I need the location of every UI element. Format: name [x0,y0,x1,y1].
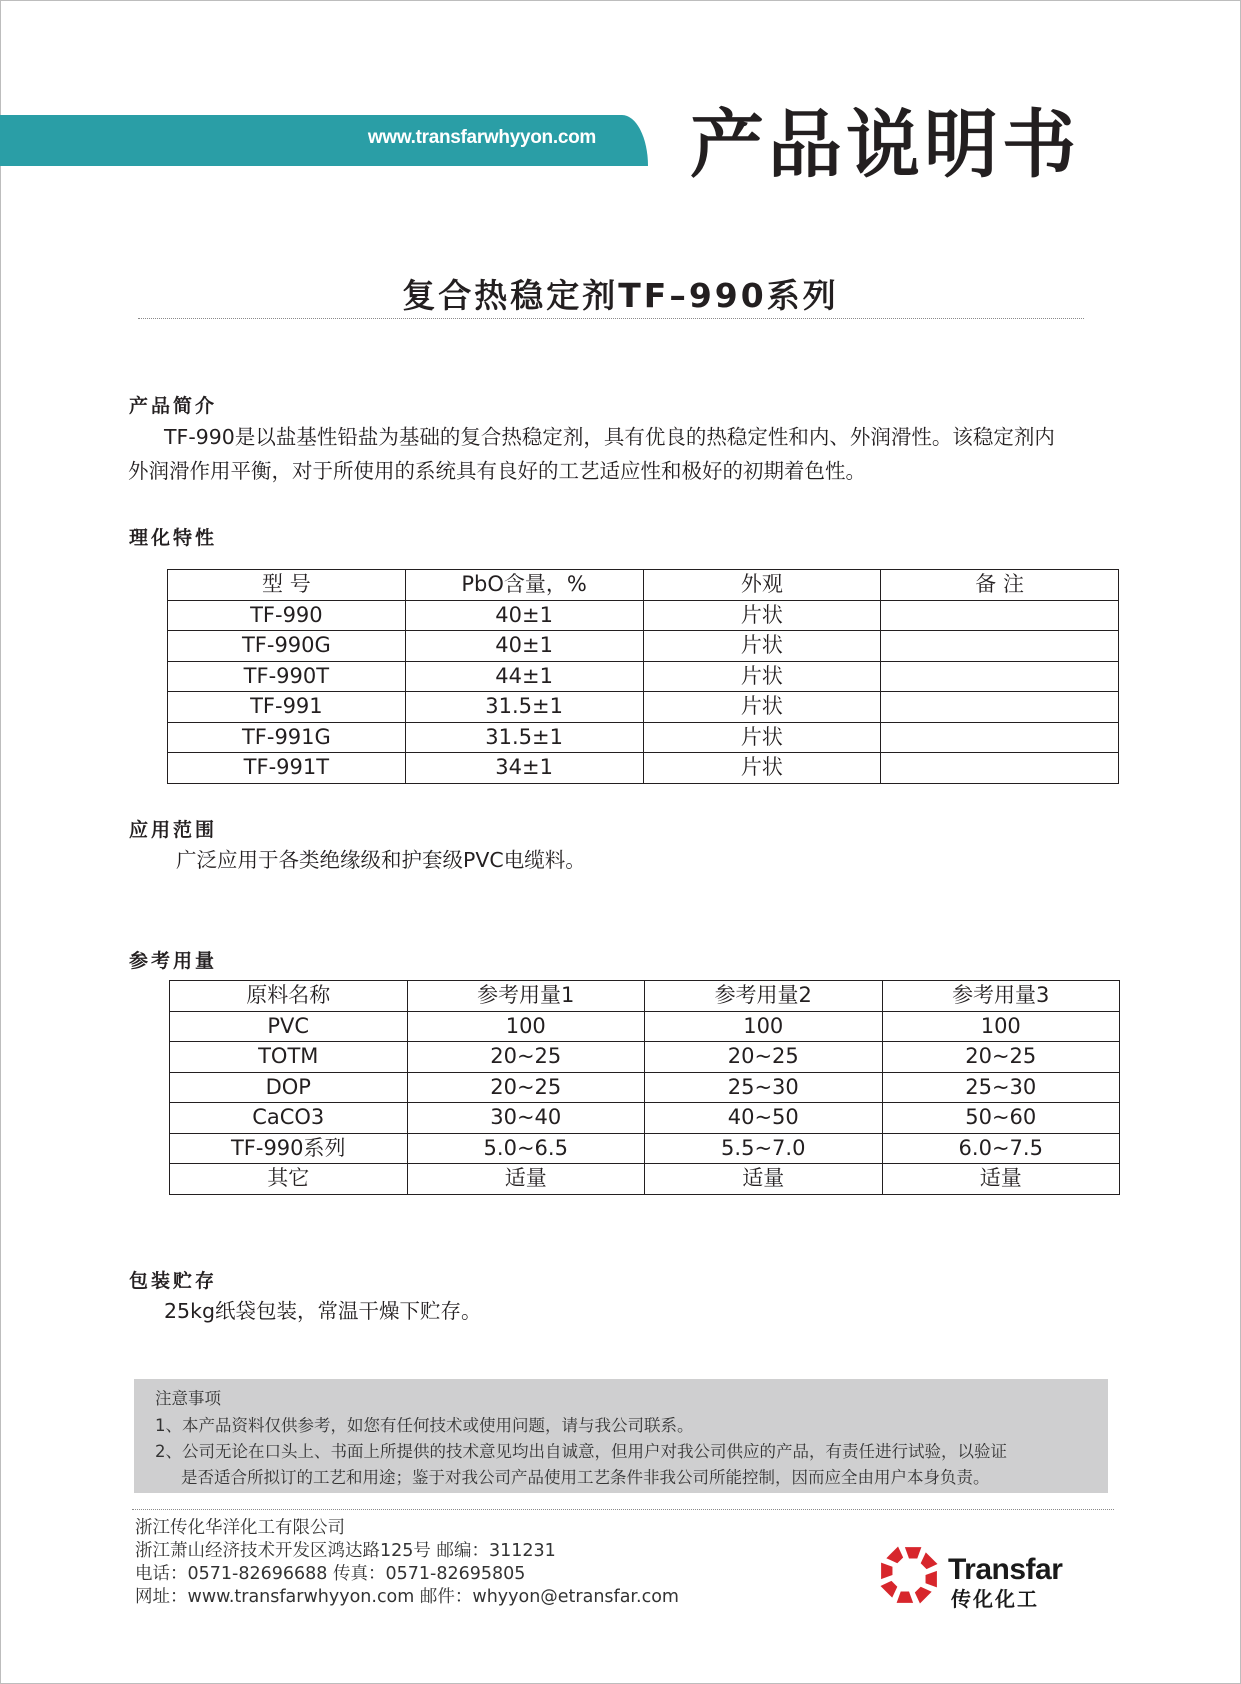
table-row [168,661,1119,692]
document-title: 复合热稳定剂TF–990系列 [402,276,839,315]
intro-heading: 产品简介 [129,395,218,417]
table-cell: 100 [407,1011,645,1042]
table-cell: 5.5~7.0 [645,1133,883,1164]
application-text: 广泛应用于各类绝缘级和护套级PVC电缆料。 [176,848,586,872]
page-title: 产品说明书 [690,102,1080,188]
table-cell: TF-991 [168,692,406,723]
table-cell [881,661,1119,692]
dosage-heading: 参考用量 [129,950,218,972]
company-phone: 电话：0571-82696688 传真：0571-82695805 [135,1564,526,1584]
table-cell: 100 [645,1011,883,1042]
table-header-row [170,981,1120,1012]
column-header: 参考用量2 [645,981,883,1012]
logo-wordmark: Transfar [948,1553,1063,1586]
table-cell: 31.5±1 [405,722,643,753]
notice-item-1: 1、本产品资料仅供参考，如您有任何技术或使用问题，请与我公司联系。 [155,1416,694,1435]
column-header: 型 号 [168,570,406,601]
table-row [168,753,1119,784]
table-cell: 20~25 [645,1042,883,1073]
notice-heading: 注意事项 [155,1389,221,1408]
table-cell: 20~25 [407,1042,645,1073]
table-cell: 片状 [643,753,881,784]
column-header: 备 注 [881,570,1119,601]
table-row [168,722,1119,753]
table-row [170,1072,1120,1103]
table-cell [881,753,1119,784]
table-cell: 30~40 [407,1103,645,1134]
table-cell: CaCO3 [170,1103,408,1134]
table-cell: 25~30 [882,1072,1120,1103]
table-row [170,1133,1120,1164]
intro-line-1: TF-990是以盐基性铅盐为基础的复合热稳定剂，具有优良的热稳定性和内、外润滑性。该稳定剂内 [164,425,1055,449]
table-cell: 44±1 [405,661,643,692]
notice-item-2: 2、公司无论在口头上、书面上所提供的技术意见均出自诚意，但用户对我公司供应的产品，有责任进行试验，以验证 [155,1442,1007,1461]
table-cell: 20~25 [407,1072,645,1103]
properties-table [167,569,1119,784]
table-cell: 其它 [170,1164,408,1195]
table-cell: 40±1 [405,631,643,662]
table-cell: TF-991G [168,722,406,753]
table-cell [881,722,1119,753]
notice-box [134,1379,1108,1493]
properties-heading: 理化特性 [129,527,218,549]
table-cell: TF-990 [168,600,406,631]
table-cell: TOTM [170,1042,408,1073]
table-cell [881,600,1119,631]
table-row [170,1103,1120,1134]
table-cell: 34±1 [405,753,643,784]
column-header: PbO含量，% [405,570,643,601]
table-cell: TF-991T [168,753,406,784]
table-cell: DOP [170,1072,408,1103]
table-cell: 5.0~6.5 [407,1133,645,1164]
table-cell: 6.0~7.5 [882,1133,1120,1164]
column-header: 外观 [643,570,881,601]
table-header-row [168,570,1119,601]
column-header: 原料名称 [170,981,408,1012]
footer-divider [132,1509,1114,1510]
company-web: 网址：www.transfarwhyyon.com 邮件：whyyon@etransfar.com [135,1587,679,1607]
column-header: 参考用量1 [407,981,645,1012]
packaging-heading: 包装贮存 [129,1270,218,1292]
table-cell: 适量 [407,1164,645,1195]
logo-chinese-name: 传化化工 [951,1587,1039,1611]
notice-item-2-continued: 是否适合所拟订的工艺和用途；鉴于对我公司产品使用工艺条件非我公司所能控制，因而应全由用户本身负责。 [181,1468,990,1487]
table-cell: 适量 [882,1164,1120,1195]
table-cell: PVC [170,1011,408,1042]
table-cell: 40±1 [405,600,643,631]
table-cell [881,692,1119,723]
table-cell: 片状 [643,661,881,692]
table-cell: 20~25 [882,1042,1120,1073]
company-address: 浙江萧山经济技术开发区鸿达路125号 邮编：311231 [135,1541,556,1561]
intro-line-2: 外润滑作用平衡，对于所使用的系统具有良好的工艺适应性和极好的初期着色性。 [128,459,866,483]
table-cell: 31.5±1 [405,692,643,723]
column-header: 参考用量3 [882,981,1120,1012]
table-row [168,600,1119,631]
table-cell: TF-990T [168,661,406,692]
website-url[interactable]: www.transfarwhyyon.com [367,127,596,148]
table-cell: 40~50 [645,1103,883,1134]
dosage-table [169,980,1120,1195]
table-cell: 片状 [643,722,881,753]
table-cell: 片状 [643,631,881,662]
table-row [168,692,1119,723]
table-cell: 适量 [645,1164,883,1195]
table-cell: 100 [882,1011,1120,1042]
application-heading: 应用范围 [129,819,218,841]
table-cell: TF-990系列 [170,1133,408,1164]
header-banner [0,115,648,166]
table-row [168,631,1119,662]
transfar-logo-icon [878,1544,940,1606]
table-cell: 片状 [643,692,881,723]
title-divider [138,318,1084,319]
table-row [170,1011,1120,1042]
packaging-text: 25kg纸袋包装，常温干燥下贮存。 [164,1299,482,1323]
table-cell: 25~30 [645,1072,883,1103]
table-cell: 片状 [643,600,881,631]
table-row [170,1042,1120,1073]
company-name: 浙江传化华洋化工有限公司 [135,1518,345,1538]
table-row [170,1164,1120,1195]
table-cell: TF-990G [168,631,406,662]
table-cell [881,631,1119,662]
table-cell: 50~60 [882,1103,1120,1134]
intro-paragraph [128,420,1128,488]
